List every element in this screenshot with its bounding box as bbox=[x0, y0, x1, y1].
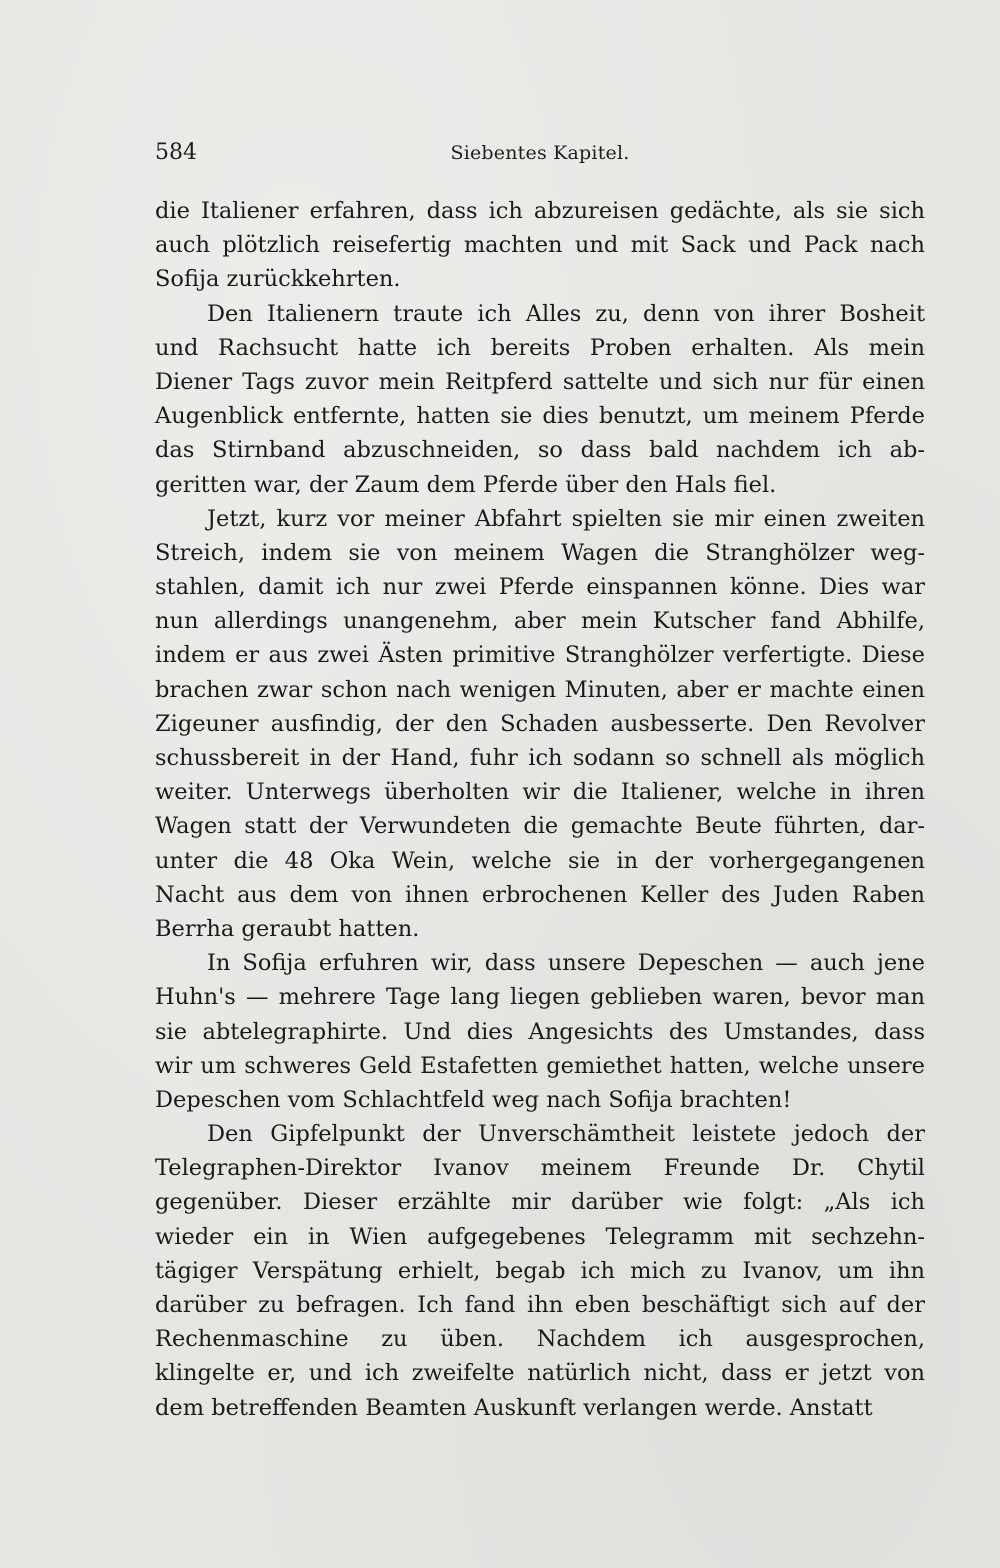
text-line: auch plötzlich reisefertig machten und mit Sack und Pack nach bbox=[155, 232, 925, 259]
text-line: schussbereit in der Hand, fuhr ich sodann so schnell als möglich bbox=[155, 745, 925, 771]
text-line: gegenüber. Dieser erzählte mir darüber wie folgt: „Als ich bbox=[155, 1189, 925, 1216]
text-line: Depeschen vom Schlachtfeld weg nach Sofija brachten! bbox=[155, 1086, 792, 1113]
page-header bbox=[155, 140, 925, 170]
text-line: weiter. Unterwegs überholten wir die Italiener, welche in ihren bbox=[155, 779, 925, 806]
text-line: wir um schweres Geld Estafetten gemiethet hatten, welche unsere bbox=[155, 1052, 925, 1079]
text-line: indem er aus zwei Ästen primitive Stranghölzer verfertigte. Diese bbox=[155, 642, 925, 669]
paragraph bbox=[155, 1117, 925, 1425]
text-line: stahlen, damit ich nur zwei Pferde einspannen könne. Dies war bbox=[155, 574, 925, 601]
text-line: Rechenmaschine zu üben. Nachdem ich ausgesprochen, bbox=[155, 1326, 925, 1353]
text-line: Huhn's — mehrere Tage lang liegen geblieben waren, bevor man bbox=[155, 984, 925, 1011]
text-line: geritten war, der Zaum dem Pferde über den Hals fiel. bbox=[155, 471, 777, 498]
text-line: nun allerdings unangenehm, aber mein Kutscher fand Abhilfe, bbox=[155, 608, 925, 635]
page-number: 584 bbox=[155, 140, 197, 165]
text-line: Streich, indem sie von meinem Wagen die Stranghölzer weg- bbox=[155, 539, 925, 566]
text-line: Diener Tags zuvor mein Reitpferd sattelte und sich nur für einen bbox=[155, 368, 925, 395]
text-line: Zigeuner ausfindig, der den Schaden ausbesserte. Den Revolver bbox=[155, 710, 925, 737]
text-line: Nacht aus dem von ihnen erbrochenen Keller des Juden Raben bbox=[155, 881, 925, 908]
text-line: In Sofija erfuhren wir, dass unsere Depeschen — auch jene bbox=[207, 950, 925, 977]
text-line: dem betreffenden Beamten Auskunft verlangen werde. Anstatt bbox=[155, 1394, 873, 1421]
text-line: klingelte er, und ich zweifelte natürlich nicht, dass er jetzt von bbox=[155, 1360, 925, 1387]
paragraph bbox=[155, 946, 925, 1117]
text-line: Jetzt, kurz vor meiner Abfahrt spielten sie mir einen zweiten bbox=[207, 505, 925, 532]
text-line: Wagen statt der Verwundeten die gemachte Beute führten, dar- bbox=[155, 813, 925, 840]
text-line: sie abtelegraphirte. Und dies Angesichts des Umstandes, dass bbox=[155, 1018, 925, 1045]
text-line: die Italiener erfahren, dass ich abzureisen gedächte, als sie sich bbox=[155, 198, 925, 224]
paragraph bbox=[155, 297, 925, 502]
text-line: Augenblick entfernte, hatten sie dies benutzt, um meinem Pferde bbox=[155, 403, 925, 430]
text-line: Sofija zurückkehrten. bbox=[155, 266, 401, 293]
text-line: Den Italienern traute ich Alles zu, denn von ihrer Bosheit bbox=[207, 300, 925, 327]
text-line: Telegraphen-Direktor Ivanov meinem Freunde Dr. Chytil bbox=[155, 1155, 925, 1182]
body-text bbox=[155, 194, 925, 1425]
text-line: Berrha geraubt hatten. bbox=[155, 915, 420, 942]
text-line: darüber zu befragen. Ich fand ihn eben beschäftigt sich auf der bbox=[155, 1292, 925, 1318]
text-line: Den Gipfelpunkt der Unverschämtheit leistete jedoch der bbox=[207, 1121, 925, 1148]
text-line: brachen zwar schon nach wenigen Minuten, aber er machte einen bbox=[155, 676, 925, 703]
text-line: wieder ein in Wien aufgegebenes Telegramm mit sechzehn- bbox=[155, 1223, 925, 1250]
running-head: Siebentes Kapitel. bbox=[450, 142, 630, 164]
text-line: tägiger Verspätung erhielt, begab ich mich zu Ivanov, um ihn bbox=[155, 1257, 925, 1284]
paragraph bbox=[155, 502, 925, 946]
text-line: das Stirnband abzuschneiden, so dass bald nachdem ich ab- bbox=[155, 437, 925, 464]
paragraph bbox=[155, 194, 925, 297]
text-line: und Rachsucht hatte ich bereits Proben erhalten. Als mein bbox=[155, 334, 925, 361]
text-line: unter die 48 Oka Wein, welche sie in der vorhergegangenen bbox=[155, 847, 925, 874]
